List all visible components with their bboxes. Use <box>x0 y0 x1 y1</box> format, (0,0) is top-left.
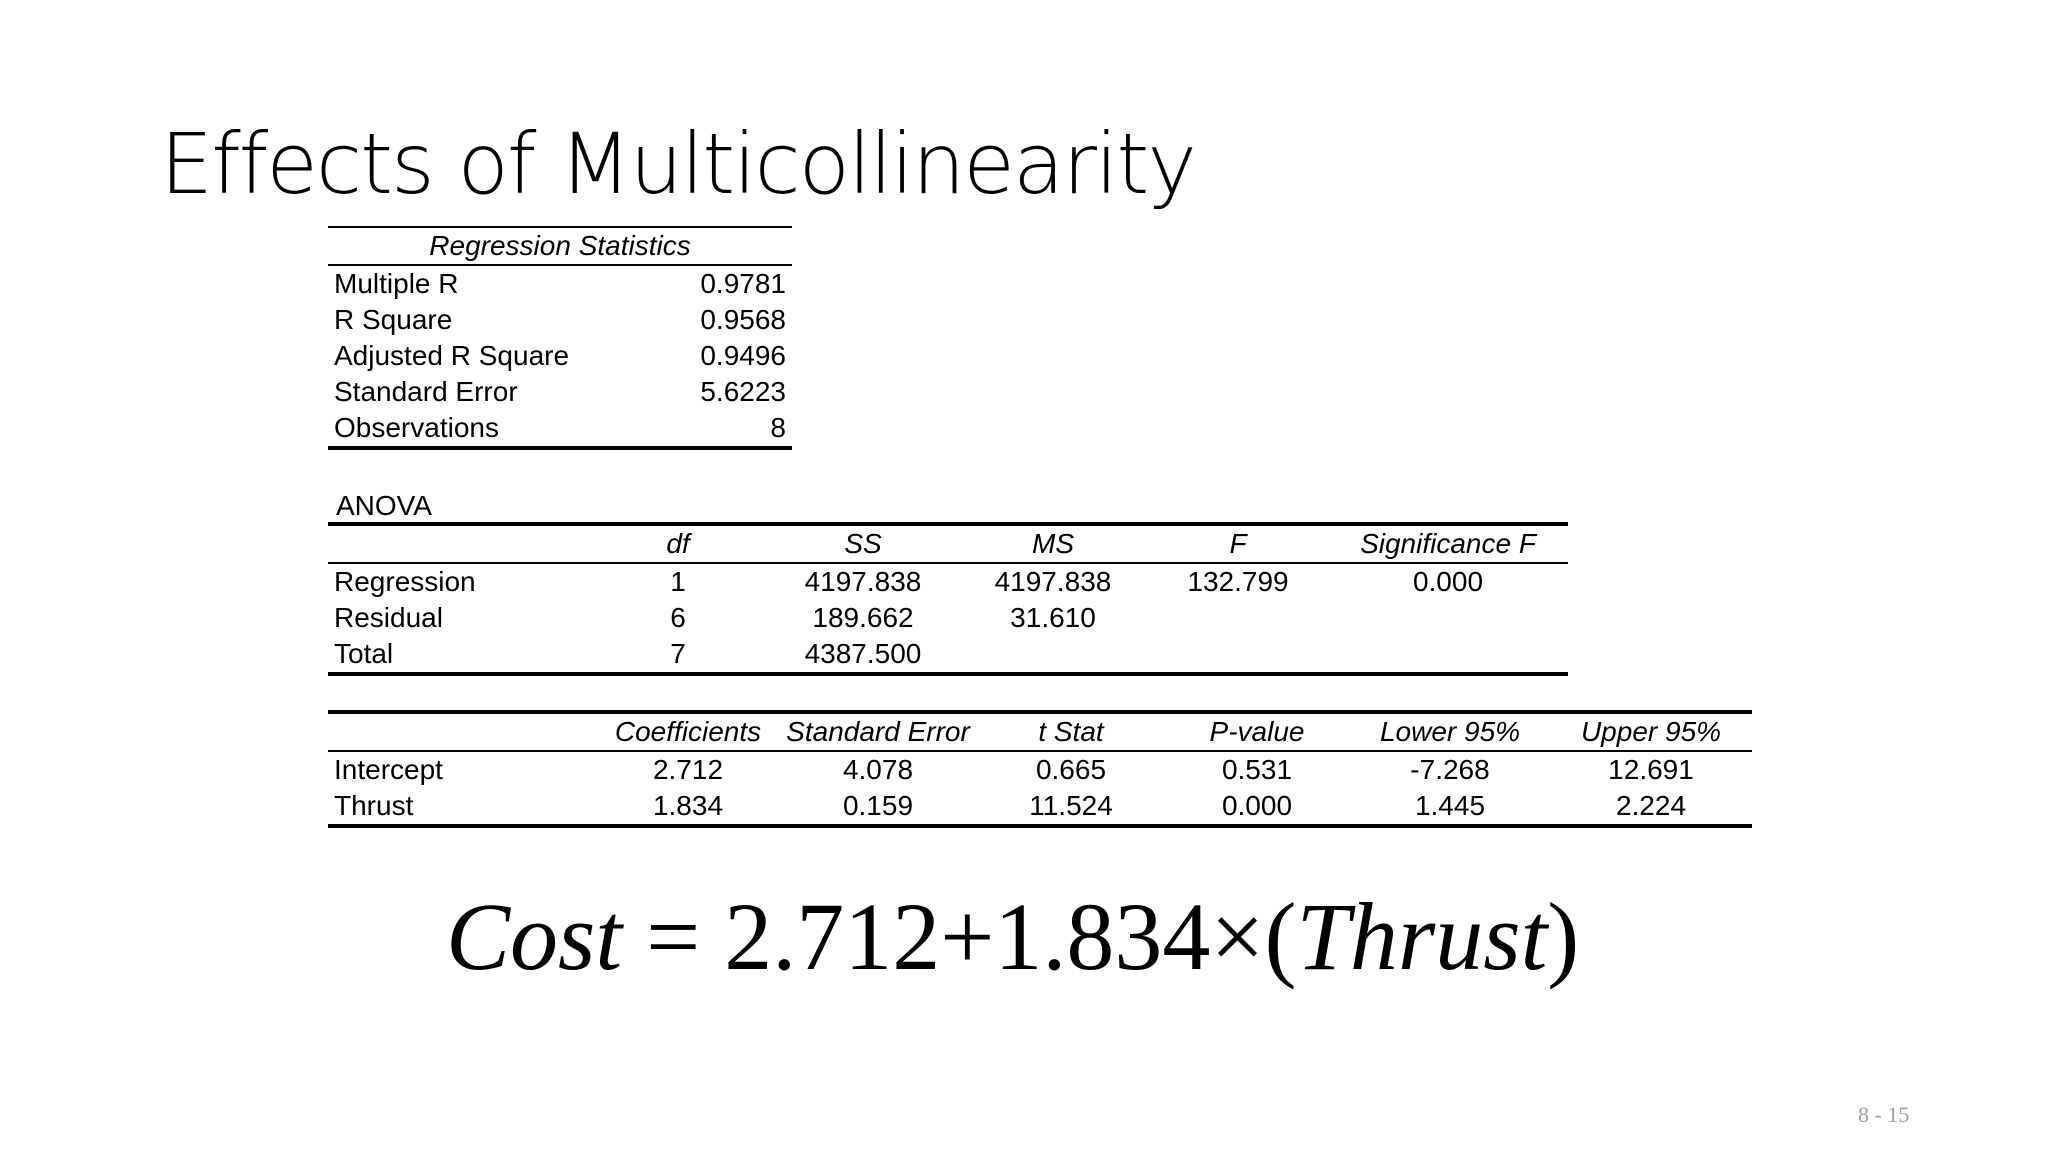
stats-value: 0.9496 <box>700 340 786 371</box>
coefficients-table <box>328 710 1752 828</box>
anova-cell: 1 <box>670 566 686 597</box>
coefficients-header-row <box>328 712 1752 751</box>
coefficients-cell: 1.834 <box>652 790 724 821</box>
anova-table <box>328 522 1568 676</box>
anova-cell: 4197.838 <box>804 566 922 597</box>
stats-row <box>328 374 792 410</box>
coefficients-cell: 4.078 <box>842 754 914 785</box>
anova-header-f: F <box>1148 524 1328 563</box>
stats-value: 0.9568 <box>700 304 786 335</box>
stats-value: 5.6223 <box>700 376 786 407</box>
anova-cell: 7 <box>670 638 686 669</box>
stats-row <box>328 265 792 302</box>
equation-variable: Thrust <box>1296 883 1548 990</box>
anova-cell <box>958 636 1148 674</box>
regression-statistics-table <box>328 226 792 450</box>
anova-cell: 132.799 <box>1187 566 1289 597</box>
coefficients-header-cell <box>328 712 598 751</box>
coefficients-row-label: Intercept <box>334 754 443 785</box>
coefficients-cell: -7.268 <box>1410 754 1490 785</box>
coefficients-cell: 0.000 <box>1221 790 1293 821</box>
anova-header-significance-f: Significance F <box>1328 524 1568 563</box>
stats-value: 8 <box>770 412 786 443</box>
coefficients-header-coefficients: Coefficients <box>598 712 778 751</box>
coefficients-cell: 1.445 <box>1414 790 1486 821</box>
stats-label: Multiple R <box>334 268 459 299</box>
coefficients-header-standard-error: Standard Error <box>778 712 978 751</box>
regression-statistics-header-row <box>328 227 792 265</box>
equation-slope: 1.834 <box>994 883 1211 990</box>
coefficients-row <box>328 788 1752 826</box>
equation-open-paren: ( <box>1264 883 1297 990</box>
equation-times: × <box>1210 883 1265 990</box>
anova-row <box>328 600 1568 636</box>
stats-label: Observations <box>334 412 499 443</box>
coefficients-cell: 2.224 <box>1615 790 1687 821</box>
anova-cell <box>1328 636 1568 674</box>
anova-header-ms: MS <box>958 524 1148 563</box>
stats-label: Standard Error <box>334 376 518 407</box>
anova-cell: 6 <box>670 602 686 633</box>
stats-label: R Square <box>334 304 453 335</box>
coefficients-cell: 0.159 <box>842 790 914 821</box>
anova-cell <box>1328 600 1568 636</box>
anova-cell: 0.000 <box>1412 566 1484 597</box>
stats-row <box>328 410 792 448</box>
anova-cell <box>1148 600 1328 636</box>
regression-statistics-header: Regression Statistics <box>328 227 792 265</box>
equation-intercept: 2.712 <box>724 883 941 990</box>
stats-row <box>328 338 792 374</box>
anova-row <box>328 563 1568 600</box>
anova-row-label: Regression <box>334 566 476 597</box>
anova-cell: 4387.500 <box>804 638 922 669</box>
coefficients-header-upper-95: Upper 95% <box>1550 712 1752 751</box>
anova-header-df: df <box>588 524 768 563</box>
coefficients-cell: 11.524 <box>1029 790 1113 821</box>
anova-row-label: Residual <box>334 602 443 633</box>
coefficients-cell: 0.531 <box>1221 754 1293 785</box>
anova-header-ss: SS <box>768 524 958 563</box>
coefficients-header-p-value: P-value <box>1164 712 1350 751</box>
equation-plus: + <box>940 883 995 990</box>
coefficients-header-lower-95: Lower 95% <box>1350 712 1550 751</box>
equation-equals: = <box>646 883 701 990</box>
coefficients-row-label: Thrust <box>334 790 414 821</box>
anova-label: ANOVA <box>336 490 432 521</box>
page-number: 8 - 15 <box>1858 1102 1910 1127</box>
anova-cell <box>1148 636 1328 674</box>
slide-title: Effects of Multicollinearity <box>160 115 1195 213</box>
anova-row <box>328 636 1568 674</box>
regression-equation <box>446 884 1579 990</box>
coefficients-cell: 12.691 <box>1608 754 1694 785</box>
anova-cell: 31.610 <box>1010 602 1096 633</box>
stats-label: Adjusted R Square <box>334 340 570 371</box>
anova-header-cell <box>328 524 588 563</box>
coefficients-cell: 2.712 <box>652 754 724 785</box>
stats-row <box>328 302 792 338</box>
anova-cell: 4197.838 <box>994 566 1112 597</box>
anova-cell: 189.662 <box>812 602 914 633</box>
coefficients-header-t-stat: t Stat <box>978 712 1164 751</box>
coefficients-row <box>328 751 1752 788</box>
anova-header-row <box>328 524 1568 563</box>
anova-row-label: Total <box>334 638 394 669</box>
coefficients-cell: 0.665 <box>1035 754 1107 785</box>
equation-close-paren: ) <box>1547 883 1580 990</box>
equation-lhs: Cost <box>446 883 623 990</box>
stats-value: 0.9781 <box>700 268 786 299</box>
